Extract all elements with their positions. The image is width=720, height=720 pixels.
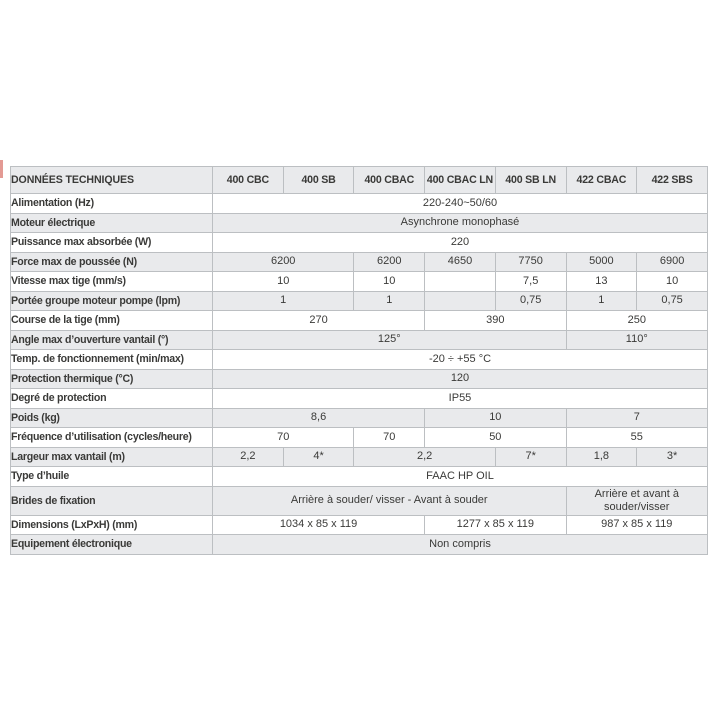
column-header-400-cbac-ln: 400 CBAC LN (425, 167, 496, 194)
row-label: Poids (kg) (11, 408, 213, 428)
value-cell: 7,5 (495, 272, 566, 292)
value-cell: 10 (213, 272, 354, 292)
value-cell: Asynchrone monophasé (213, 213, 708, 233)
value-cell: 220 (213, 233, 708, 253)
row-label: Course de la tige (mm) (11, 311, 213, 331)
row-label: Fréquence d’utilisation (cycles/heure) (11, 428, 213, 448)
value-cell: Arrière et avant à souder/visser (566, 486, 707, 515)
value-cell: 4* (283, 447, 354, 467)
value-cell: 4650 (425, 252, 496, 272)
value-cell: Arrière à souder/ visser - Avant à souder (213, 486, 567, 515)
value-cell: 8,6 (213, 408, 425, 428)
value-cell: 7750 (495, 252, 566, 272)
value-cell: 6900 (637, 252, 708, 272)
table-row (11, 408, 708, 428)
value-cell: 390 (425, 311, 566, 331)
row-label: Equipement électronique (11, 535, 213, 555)
table-row (11, 311, 708, 331)
left-edge-scan-artifact (0, 160, 3, 178)
table-row (11, 369, 708, 389)
value-cell: 7 (566, 408, 707, 428)
row-label: Brides de fixation (11, 486, 213, 515)
value-cell: 10 (425, 408, 566, 428)
column-header-400-sb: 400 SB (283, 167, 354, 194)
table-row (11, 535, 708, 555)
row-label: Alimentation (Hz) (11, 194, 213, 214)
value-cell: 2,2 (213, 447, 284, 467)
column-header-400-cbc: 400 CBC (213, 167, 284, 194)
row-label: Portée groupe moteur pompe (lpm) (11, 291, 213, 311)
value-cell: 6200 (354, 252, 425, 272)
row-label: Angle max d’ouverture vantail (°) (11, 330, 213, 350)
value-cell: 125° (213, 330, 567, 350)
column-header-422-sbs: 422 SBS (637, 167, 708, 194)
value-cell: 1277 x 85 x 119 (425, 515, 566, 535)
value-cell: 220-240~50/60 (213, 194, 708, 214)
value-cell: 120 (213, 369, 708, 389)
empty-value-cell (425, 291, 496, 311)
table-row (11, 428, 708, 448)
value-cell: 1 (213, 291, 354, 311)
row-label: Type d’huile (11, 467, 213, 487)
table-row (11, 330, 708, 350)
value-cell: 1 (354, 291, 425, 311)
value-cell: 3* (637, 447, 708, 467)
row-label: Vitesse max tige (mm/s) (11, 272, 213, 292)
table-row (11, 233, 708, 253)
value-cell: FAAC HP OIL (213, 467, 708, 487)
value-cell: 987 x 85 x 119 (566, 515, 707, 535)
table-row (11, 515, 708, 535)
row-label: Moteur électrique (11, 213, 213, 233)
empty-value-cell (425, 272, 496, 292)
value-cell: IP55 (213, 389, 708, 409)
value-cell: 6200 (213, 252, 354, 272)
column-header-400-sb-ln: 400 SB LN (495, 167, 566, 194)
value-cell: 270 (213, 311, 425, 331)
technical-data-table (10, 166, 708, 555)
value-cell: 0,75 (637, 291, 708, 311)
value-cell: 2,2 (354, 447, 495, 467)
row-label: Force max de poussée (N) (11, 252, 213, 272)
row-label: Puissance max absorbée (W) (11, 233, 213, 253)
table-row (11, 467, 708, 487)
table-row (11, 447, 708, 467)
column-header-422-cbac: 422 CBAC (566, 167, 637, 194)
value-cell: 10 (637, 272, 708, 292)
value-cell: 70 (354, 428, 425, 448)
row-label: Degré de protection (11, 389, 213, 409)
table-row (11, 252, 708, 272)
row-label: Dimensions (LxPxH) (mm) (11, 515, 213, 535)
value-cell: Non compris (213, 535, 708, 555)
table-row (11, 389, 708, 409)
table-row (11, 291, 708, 311)
value-cell: 110° (566, 330, 707, 350)
value-cell: 250 (566, 311, 707, 331)
table-header-row (11, 167, 708, 194)
value-cell: -20 ÷ +55 °C (213, 350, 708, 370)
row-label: Protection thermique (°C) (11, 369, 213, 389)
table-title: DONNÉES TECHNIQUES (11, 167, 213, 194)
value-cell: 1,8 (566, 447, 637, 467)
table-row (11, 272, 708, 292)
value-cell: 0,75 (495, 291, 566, 311)
table-row (11, 350, 708, 370)
value-cell: 55 (566, 428, 707, 448)
value-cell: 70 (213, 428, 354, 448)
value-cell: 1034 x 85 x 119 (213, 515, 425, 535)
row-label: Largeur max vantail (m) (11, 447, 213, 467)
table-row (11, 213, 708, 233)
table-row (11, 486, 708, 515)
value-cell: 13 (566, 272, 637, 292)
value-cell: 7* (495, 447, 566, 467)
value-cell: 50 (425, 428, 566, 448)
row-label: Temp. de fonctionnement (min/max) (11, 350, 213, 370)
value-cell: 5000 (566, 252, 637, 272)
column-header-400-cbac: 400 CBAC (354, 167, 425, 194)
table-row (11, 194, 708, 214)
value-cell: 1 (566, 291, 637, 311)
value-cell: 10 (354, 272, 425, 292)
